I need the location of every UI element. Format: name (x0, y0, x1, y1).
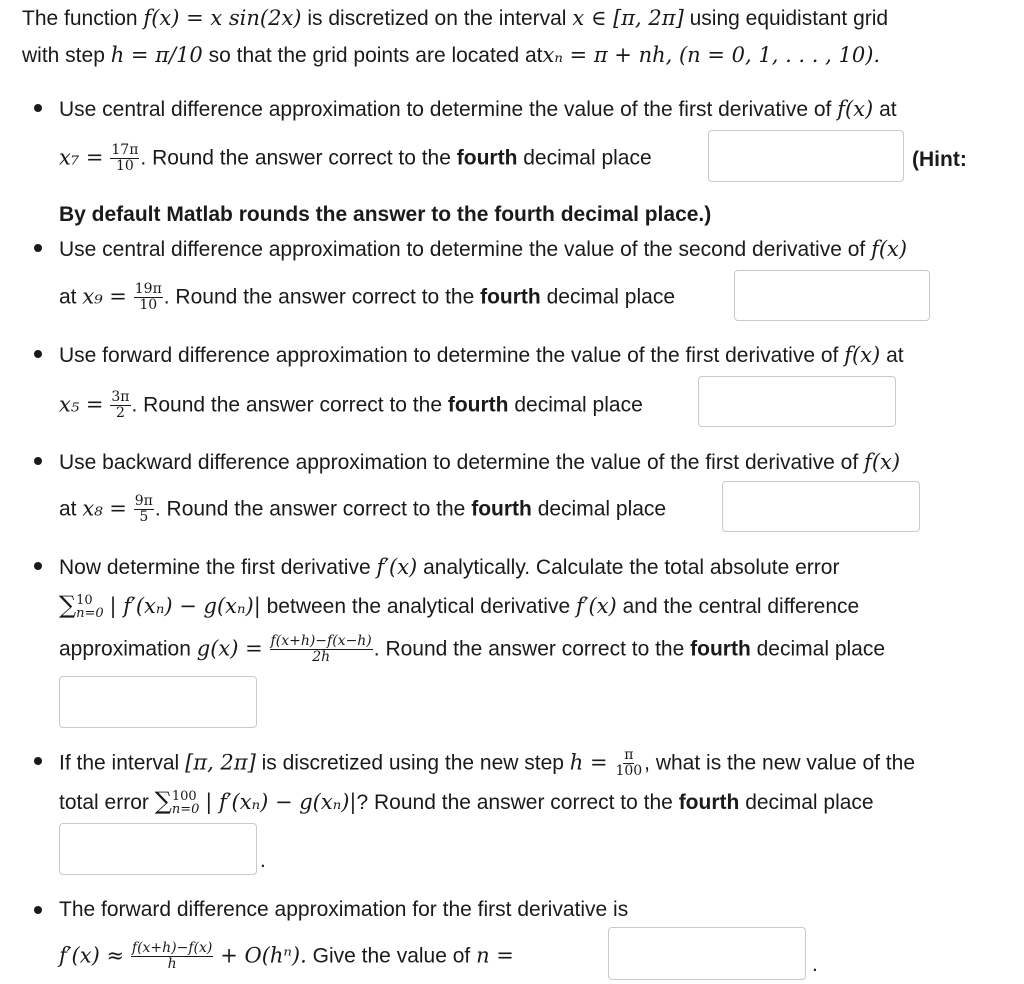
intro-line-2: with step h = π/10 so that the grid points are located atxₙ = π + nh, (n = 0, 1, . . . , 10). (22, 43, 881, 67)
q3-fraction: $\frac{3\pi}{2}$ (111, 389, 130, 422)
q6-line-1: If the interval [π, 2π] is discretized using the new step h = $\frac{\pi}{100}$ , what is the new value of the (59, 747, 915, 780)
q6-answer-input[interactable] (59, 823, 257, 875)
q2-line-1: Use central difference approximation to determine the value of the second derivative of f(x) (59, 237, 908, 261)
q1-hint: (Hint: (912, 148, 967, 171)
q4-answer-input[interactable] (722, 481, 920, 532)
q1-line-2: x₇ = $\frac{17\pi}{10}$ . Round the answer correct to the fourth decimal place (59, 142, 652, 175)
step-math: h = π/10 (110, 43, 203, 67)
q5-line-3: approximation g(x) = $\frac{f(x+h)-f(x-h)}{2h}$ . Round the answer correct to the fourth decimal place (59, 633, 886, 666)
q2-line-2: at x₉ = $\frac{19\pi}{10}$ . Round the answer correct to the fourth decimal place (59, 281, 676, 314)
q5-fraction: $\frac{f(x+h)-f(x-h)}{2h}$ (270, 633, 372, 666)
q5-answer-input[interactable] (59, 676, 257, 728)
bullet-7 (34, 906, 42, 914)
q7-period: . (812, 953, 818, 976)
q3-line-2: x₅ = $\frac{3\pi}{2}$ . Round the answer correct to the fourth decimal place (59, 389, 643, 422)
q6-line-2: total error ∑ 100 n=0 | f′(xₙ) − g(xₙ)|? Round the answer correct to the fourth decimal place (59, 787, 874, 818)
q5-line-2: ∑ 10 n=0 | f′(xₙ) − g(xₙ)| between the analytical derivative f′(x) and the central difference (59, 591, 860, 622)
q2-answer-input[interactable] (734, 270, 930, 321)
q1-line-1: Use central difference approximation to determine the value of the first derivative of f(x) at (59, 97, 897, 121)
bullet-4 (34, 457, 42, 465)
q4-line-1: Use backward difference approximation to determine the value of the first derivative of f(x) (59, 450, 901, 474)
gridpoints-math: xₙ = π + nh, (n = 0, 1, . . . , 10). (542, 43, 881, 67)
q7-fraction: $\frac{f(x+h)-f(x)}{h}$ (131, 940, 213, 973)
q2-fraction: $\frac{19\pi}{10}$ (134, 281, 162, 314)
q1-fraction: $\frac{17\pi}{10}$ (111, 142, 139, 175)
q7-line-2: f′(x) ≈ $\frac{f(x+h)-f(x)}{h}$ + O(hⁿ). Give the value of n = (59, 940, 514, 973)
q6-sum-limits: 100 n=0 (171, 789, 200, 818)
intro-line-1: The function f(x) = x sin(2x) is discretized on the interval x ∈ [π, 2π] using equidistant grid (22, 6, 889, 30)
q1-hint-2: By default Matlab rounds the answer to the fourth decimal place.) (59, 203, 712, 226)
bullet-1 (34, 104, 42, 112)
q1-answer-input[interactable] (708, 130, 904, 182)
q6-period: . (260, 849, 266, 872)
q4-fraction: $\frac{9\pi}{5}$ (134, 493, 153, 526)
bullet-3 (34, 350, 42, 358)
q7-answer-input[interactable] (608, 927, 806, 980)
interval-math: x ∈ [π, 2π] (572, 6, 684, 30)
bullet-2 (34, 244, 42, 252)
q3-line-1: Use forward difference approximation to determine the value of the first derivative of f(x) at (59, 343, 904, 367)
q5-line-1: Now determine the first derivative f′(x) analytically. Calculate the total absolute error (59, 555, 840, 579)
bullet-6 (34, 757, 42, 765)
q7-line-1: The forward difference approximation for the first derivative is (59, 898, 629, 921)
q3-answer-input[interactable] (698, 376, 896, 427)
fx-definition: f(x) = x sin(2x) (143, 6, 302, 30)
q4-line-2: at x₈ = $\frac{9\pi}{5}$ . Round the answer correct to the fourth decimal place (59, 493, 667, 526)
q6-fraction: $\frac{\pi}{100}$ (615, 747, 643, 780)
bullet-5 (34, 562, 42, 570)
q5-sum-limits: 10 n=0 (76, 593, 104, 622)
